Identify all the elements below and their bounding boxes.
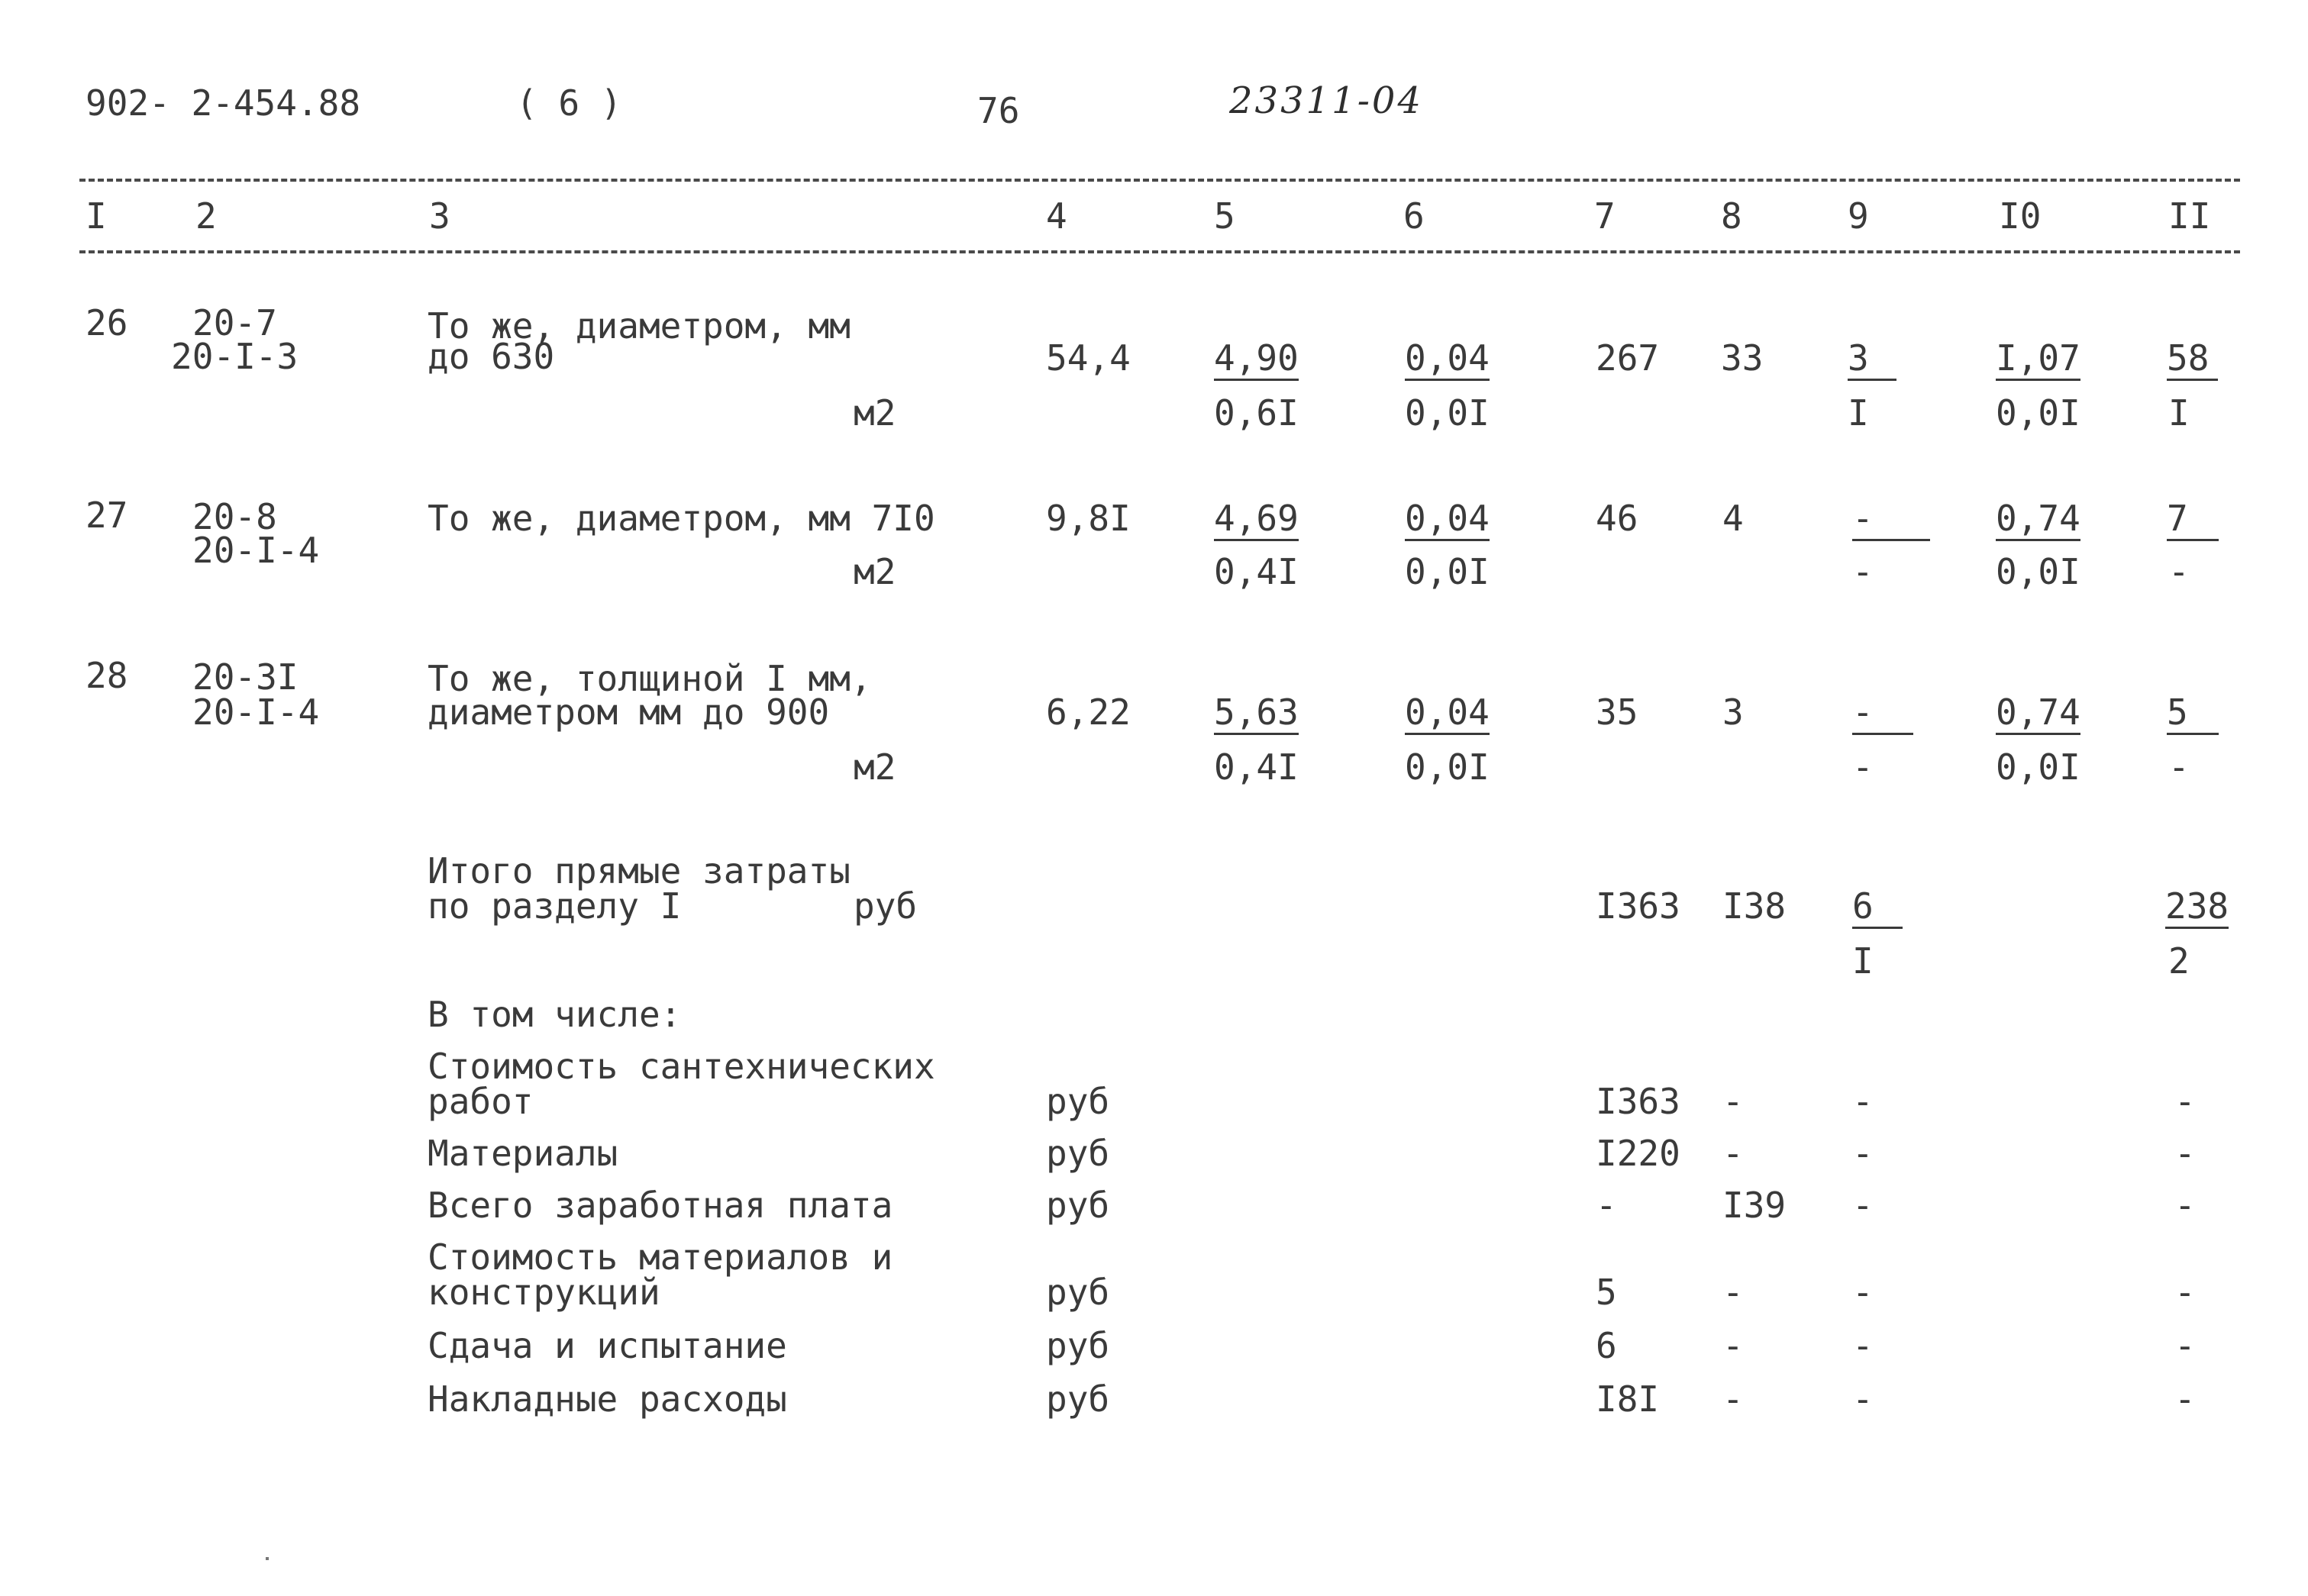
cell-value: - bbox=[2174, 1378, 2196, 1420]
cell-value: - bbox=[1722, 1325, 1744, 1366]
cell-denominator: - bbox=[1852, 551, 1874, 592]
unit: руб bbox=[1046, 1185, 1110, 1226]
breakdown-label: Сдача и испытание bbox=[428, 1325, 787, 1366]
cell-value: - bbox=[1852, 1133, 1874, 1174]
rate-code-secondary: 20-I-4 bbox=[192, 530, 320, 571]
scan-speck bbox=[266, 1557, 269, 1560]
unit: м2 bbox=[854, 392, 896, 434]
cell-value: - bbox=[2174, 1272, 2196, 1313]
rate-code: 20-8 bbox=[192, 496, 277, 537]
unit: руб bbox=[1046, 1272, 1110, 1313]
cell-value: 5 bbox=[1596, 1272, 1617, 1313]
cell-numerator: 5,63 bbox=[1214, 695, 1299, 735]
row-number: 27 bbox=[86, 495, 128, 536]
document-code: 902- 2-454.88 bbox=[86, 82, 361, 124]
cell-denominator: I bbox=[2168, 392, 2190, 434]
unit: руб bbox=[1046, 1133, 1110, 1174]
cell-denominator: 0,0I bbox=[1996, 392, 2080, 434]
cell-numerator: 0,04 bbox=[1405, 695, 1490, 735]
cell-numerator: 4,69 bbox=[1214, 501, 1299, 541]
column-header: 2 bbox=[195, 195, 217, 237]
column-header: 7 bbox=[1594, 195, 1616, 237]
total-label: по разделу I bbox=[428, 885, 682, 927]
header-bottom-rule bbox=[79, 250, 2240, 253]
cell-value: - bbox=[1852, 1325, 1874, 1366]
column-header: II bbox=[2168, 195, 2211, 237]
cell-value: 267 bbox=[1596, 337, 1660, 379]
breakdown-label: Материалы bbox=[428, 1133, 618, 1174]
cell-denominator: 0,0I bbox=[1405, 746, 1490, 788]
work-description: То же, диаметром, мм 7I0 bbox=[428, 498, 935, 539]
including-label: В том числе: bbox=[428, 994, 682, 1035]
cell-value: - bbox=[2174, 1133, 2196, 1174]
breakdown-label: Стоимость материалов и bbox=[428, 1236, 893, 1278]
column-header: 8 bbox=[1721, 195, 1742, 237]
cell-value: - bbox=[1722, 1272, 1744, 1313]
cell-value: - bbox=[1722, 1081, 1744, 1122]
cell-numerator: 238 bbox=[2165, 888, 2229, 929]
column-header: 6 bbox=[1403, 195, 1425, 237]
cell-value: - bbox=[2174, 1081, 2196, 1122]
unit: руб bbox=[1046, 1325, 1110, 1366]
cell-value: 33 bbox=[1721, 337, 1764, 379]
cell-numerator: 5 bbox=[2167, 695, 2219, 735]
rate-code: 20-7 bbox=[192, 302, 277, 343]
cell-numerator: 0,04 bbox=[1405, 340, 1490, 381]
cell-value: - bbox=[1596, 1185, 1617, 1226]
rate-code-secondary: 20-I-4 bbox=[192, 692, 320, 733]
cell-value: I363 bbox=[1596, 885, 1680, 927]
cell-denominator: 0,4I bbox=[1214, 551, 1299, 592]
cell-denominator: 0,6I bbox=[1214, 392, 1299, 434]
work-description: до 630 bbox=[428, 336, 555, 377]
cell-value: I38 bbox=[1722, 885, 1787, 927]
work-description: диаметром мм до 900 bbox=[428, 692, 830, 733]
cell-denominator: 2 bbox=[2168, 940, 2190, 982]
breakdown-label: конструкций bbox=[428, 1272, 660, 1313]
cell-denominator: 0,0I bbox=[1405, 392, 1490, 434]
cell-denominator: 0,0I bbox=[1996, 746, 2080, 788]
quantity: 54,4 bbox=[1046, 337, 1131, 379]
cell-denominator: I bbox=[1848, 392, 1869, 434]
cell-value: - bbox=[2174, 1185, 2196, 1226]
cell-value: - bbox=[1852, 1272, 1874, 1313]
breakdown-label: работ bbox=[428, 1081, 534, 1122]
cell-value: - bbox=[1852, 1378, 1874, 1420]
cell-numerator: 6 bbox=[1852, 888, 1903, 929]
total-label: Итого прямые затраты bbox=[428, 850, 851, 892]
cell-value: - bbox=[1852, 1081, 1874, 1122]
cell-denominator: 0,4I bbox=[1214, 746, 1299, 788]
cell-numerator: 0,04 bbox=[1405, 501, 1490, 541]
cell-numerator: 0,74 bbox=[1996, 501, 2080, 541]
cell-numerator: - bbox=[1852, 501, 1930, 541]
quantity: 6,22 bbox=[1046, 692, 1131, 733]
unit: руб bbox=[854, 885, 918, 927]
work-description: То же, толщиной I мм, bbox=[428, 658, 872, 699]
cell-value: I8I bbox=[1596, 1378, 1660, 1420]
cell-value: - bbox=[1722, 1133, 1744, 1174]
unit: руб bbox=[1046, 1081, 1110, 1122]
cell-value: - bbox=[1722, 1378, 1744, 1420]
work-description: То же, диаметром, мм bbox=[428, 305, 851, 347]
rate-code: 20-3I bbox=[192, 656, 299, 698]
row-number: 28 bbox=[86, 655, 128, 696]
cell-numerator: 58 bbox=[2167, 340, 2218, 381]
cell-value: I39 bbox=[1722, 1185, 1787, 1226]
cell-value: 46 bbox=[1596, 498, 1638, 539]
cell-value: - bbox=[1852, 1185, 1874, 1226]
column-header: 3 bbox=[429, 195, 450, 237]
document-part: ( 6 ) bbox=[516, 82, 622, 124]
cell-denominator: I bbox=[1852, 940, 1874, 982]
cell-denominator: - bbox=[2168, 746, 2190, 788]
page-number: 76 bbox=[977, 90, 1020, 131]
breakdown-label: Стоимость сантехнических bbox=[428, 1046, 935, 1087]
cell-value: I220 bbox=[1596, 1133, 1680, 1174]
unit: м2 bbox=[854, 551, 896, 592]
breakdown-label: Всего заработная плата bbox=[428, 1185, 893, 1226]
cell-numerator: 3 bbox=[1848, 340, 1896, 381]
cell-denominator: - bbox=[1852, 746, 1874, 788]
header-top-rule bbox=[79, 179, 2240, 182]
cell-numerator: 7 bbox=[2167, 501, 2219, 541]
cell-value: 6 bbox=[1596, 1325, 1617, 1366]
cell-numerator: I,07 bbox=[1996, 340, 2080, 381]
cell-denominator: 0,0I bbox=[1996, 551, 2080, 592]
cell-numerator: 0,74 bbox=[1996, 695, 2080, 735]
column-header: 4 bbox=[1046, 195, 1067, 237]
rate-code-secondary: 20-I-3 bbox=[171, 336, 299, 377]
cell-denominator: 0,0I bbox=[1405, 551, 1490, 592]
cell-value: - bbox=[2174, 1325, 2196, 1366]
row-number: 26 bbox=[86, 302, 128, 343]
quantity: 9,8I bbox=[1046, 498, 1131, 539]
cell-numerator: - bbox=[1852, 695, 1913, 735]
column-header: 5 bbox=[1214, 195, 1235, 237]
cell-denominator: - bbox=[2168, 551, 2190, 592]
cell-value: 35 bbox=[1596, 692, 1638, 733]
handwritten-reference: 23311-04 bbox=[1229, 79, 1423, 122]
column-header: I bbox=[86, 195, 107, 237]
cell-value: 4 bbox=[1722, 498, 1744, 539]
column-header: 9 bbox=[1848, 195, 1869, 237]
cell-value: I363 bbox=[1596, 1081, 1680, 1122]
cell-value: 3 bbox=[1722, 692, 1744, 733]
column-header: I0 bbox=[1999, 195, 2042, 237]
breakdown-label: Накладные расходы bbox=[428, 1378, 787, 1420]
unit: руб bbox=[1046, 1378, 1110, 1420]
cell-numerator: 4,90 bbox=[1214, 340, 1299, 381]
unit: м2 bbox=[854, 746, 896, 788]
